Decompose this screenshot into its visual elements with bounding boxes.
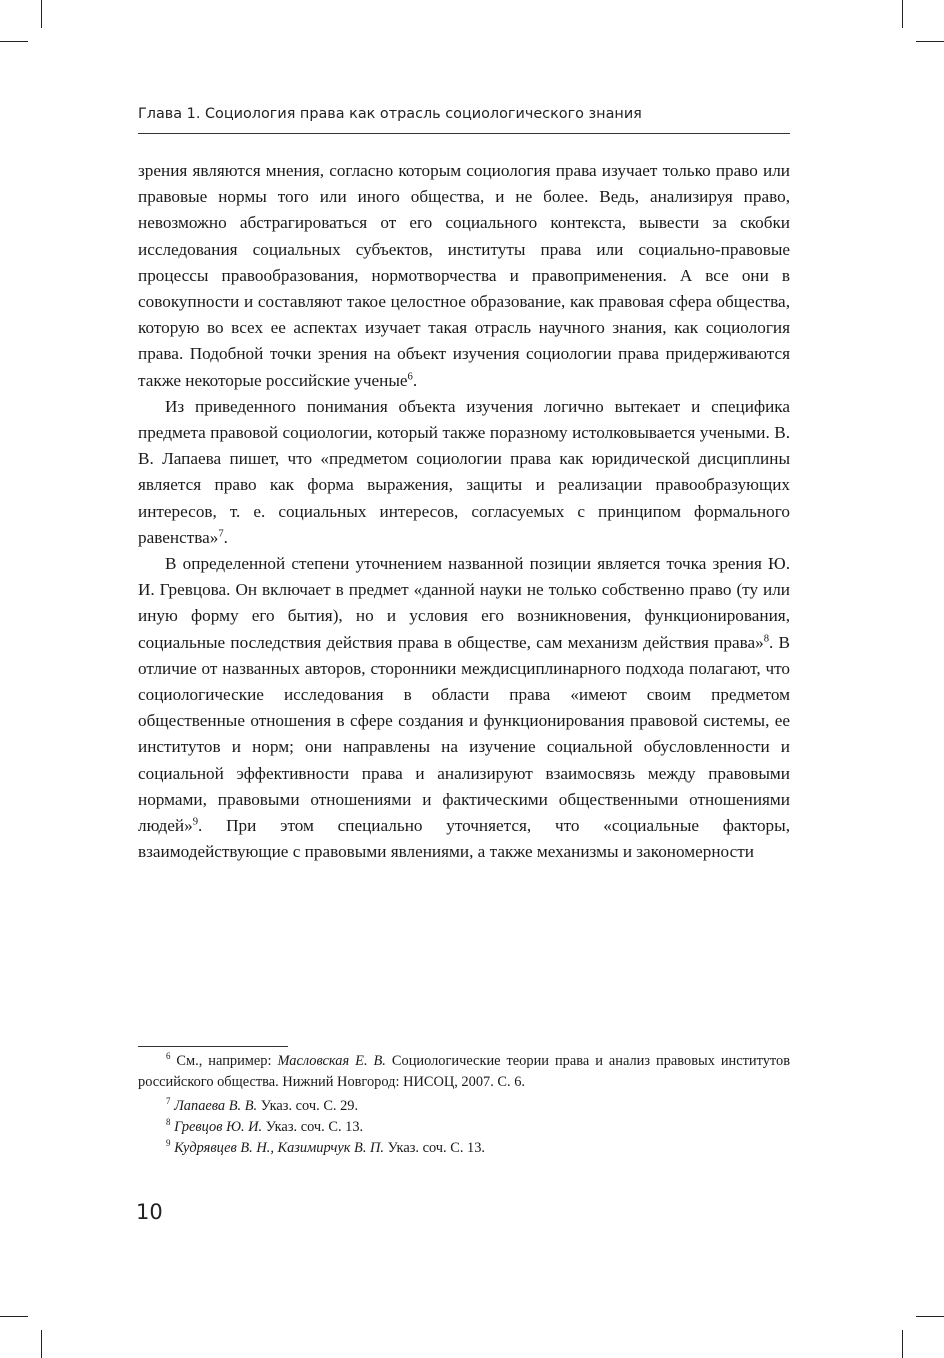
paragraph: зрения являются мнения, согласно которым социология права изучает только право или правовые нормы того или иного общества, и не более. Ведь, анализируя право, невозможно абстрагироваться от его социального контекста, вывести за скобки исследования социальных субъектов, институты права или социально-правовые процессы правообразования, нормотворчества и правоприменения. А все они в совокупности и составляют такое целостное образование, как правовая сфера общества, которую во всех ее аспектах изучает такая отрасль научного знания, как социология права. Подобной точки зрения на объект изучения социологии права придерживаются также некоторые российские ученые$^6$.: [138, 161, 790, 390]
paragraph: Из приведенного понимания объекта изучения логично вытекает и специфика предмета правовой социологии, который также поразному истолковывается учеными. В. В. Лапаева пишет, что «предметом социологии права как юридической дисциплины является право как форма выражения, защиты и реализации правообразующих интересов, т. е. социальных интересов, согласуемых с принципом формального равенства»$^7$.: [138, 396, 790, 547]
crop-mark: [0, 1316, 28, 1317]
running-header: Глава 1. Социология права как отрасль социологического знания: [138, 106, 642, 122]
main-text: [138, 158, 790, 865]
crop-mark: [902, 1330, 903, 1358]
crop-mark: [916, 1316, 944, 1317]
footnote: $^6$ См., например: Масловская Е. В. Социологические теории права и анализ правовых институтов российского общества. Нижний Новгород: НИСОЦ, 2007. С. 6.: [138, 1051, 790, 1090]
crop-mark: [41, 0, 42, 28]
page-number: 10: [136, 1200, 163, 1224]
footnote-ref[interactable]: 8: [763, 632, 770, 644]
crop-mark: [0, 41, 28, 42]
footnote: $^7$ Лапаева В. В. Указ. соч. С. 29.: [166, 1096, 359, 1114]
footnote: $^8$ Гревцов Ю. И. Указ. соч. С. 13.: [166, 1117, 364, 1135]
footnotes: [138, 1051, 790, 1159]
header-rule: [138, 133, 790, 134]
crop-mark: [41, 1330, 42, 1358]
crop-mark: [902, 0, 903, 28]
paragraph: В определенной степени уточнением названной позиции является точка зрения Ю. И. Гревцова. Он включает в предмет «данной науки не только собственно право (ту или иную форму его бытия), но и условия его возникновения, функционирования, социальные последствия действия права в обществе, сам механизм действия права»$^8$. В отличие от названных авторов, сторонники междисциплинарного подхода полагают, что социологические исследования в области права «имеют своим предметом общественные отношения в сфере создания и функционирования правовой системы, ее институтов и норм; они направлены на изучение социальной обусловленности и социальной эффективности права и анализируют взаимосвязь между правовыми нормами, правовыми отношениями и фактическими общественными отношениями людей»$^9$. При этом специально уточняется, что «социальные факторы, взаимодействующие с правовыми явлениями, а также механизмы и закономерности: [138, 554, 790, 862]
footnote: $^9$ Кудрявцев В. Н., Казимирчук В. П. Указ. соч. С. 13.: [166, 1138, 486, 1156]
footnote-ref[interactable]: 6: [407, 370, 413, 382]
footnote-ref[interactable]: 7: [218, 528, 224, 540]
footnote-ref[interactable]: 9: [192, 816, 199, 828]
crop-mark: [916, 41, 944, 42]
footnote-rule: [138, 1046, 288, 1047]
